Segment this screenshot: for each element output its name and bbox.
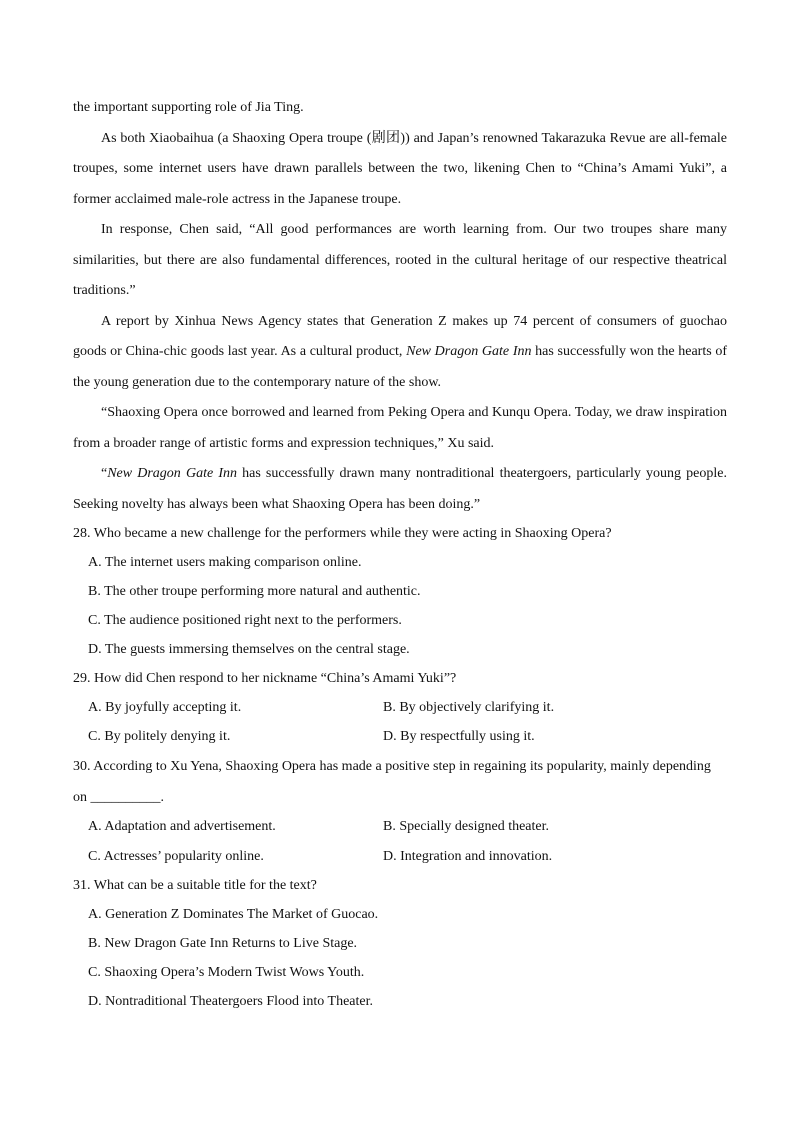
passage-text: has successfully drawn many nontraditional theatergoers, particularly young people. Seeking novelty has always been what Shaoxing Opera has been doing.”	[73, 466, 727, 512]
question-28-option-a[interactable]: A. The internet users making comparison online.	[88, 555, 362, 570]
question-29-option-c[interactable]: C. By politely denying it.	[88, 729, 231, 744]
passage-paragraph	[73, 459, 727, 520]
question-29-option-b[interactable]: B. By objectively clarifying it.	[383, 700, 555, 715]
question-28-option-b[interactable]: B. The other troupe performing more natural and authentic.	[88, 584, 421, 599]
question-31-stem: 31. What can be a suitable title for the text?	[73, 878, 317, 893]
question-30-option-a[interactable]: A. Adaptation and advertisement.	[88, 819, 276, 834]
question-30-option-b[interactable]: B. Specially designed theater.	[383, 819, 550, 834]
question-28-option-c[interactable]: C. The audience positioned right next to the performers.	[88, 613, 402, 628]
show-title-italic: New Dragon Gate Inn	[107, 466, 237, 481]
question-31-option-c[interactable]: C. Shaoxing Opera’s Modern Twist Wows Youth.	[88, 965, 365, 980]
question-30-option-d[interactable]: D. Integration and innovation.	[383, 849, 553, 864]
question-28-option-d[interactable]: D. The guests immersing themselves on the central stage.	[88, 642, 410, 657]
question-29-option-d[interactable]: D. By respectfully using it.	[383, 729, 535, 744]
question-31-option-b[interactable]: B. New Dragon Gate Inn Returns to Live Stage.	[88, 936, 358, 951]
question-30-stem: 30. According to Xu Yena, Shaoxing Opera has made a positive step in regaining its popularity, mainly depending	[73, 759, 711, 774]
reading-passage	[73, 93, 727, 520]
show-title-italic: New Dragon Gate Inn	[406, 344, 532, 359]
question-29-option-a[interactable]: A. By joyfully accepting it.	[88, 700, 242, 715]
question-30-stem-continued: on __________.	[73, 790, 164, 805]
passage-paragraph	[73, 307, 727, 399]
question-28-stem: 28. Who became a new challenge for the performers while they were acting in Shaoxing Opera?	[73, 526, 612, 541]
question-29-stem: 29. How did Chen respond to her nickname “China’s Amami Yuki”?	[73, 671, 457, 686]
question-31-option-a[interactable]: A. Generation Z Dominates The Market of Guocao.	[88, 907, 379, 922]
passage-text: “	[101, 466, 108, 481]
passage-text: A report by Xinhua News Agency states that Generation Z makes up 74 percent of consumers of guochao goods or China-chic goods last year. As a cultural product,	[73, 313, 727, 359]
question-31-option-d[interactable]: D. Nontraditional Theatergoers Flood into Theater.	[88, 994, 373, 1009]
passage-paragraph: As both Xiaobaihua (a Shaoxing Opera troupe (剧团)) and Japan’s renowned Takarazuka Revue are all-female troupes, some internet users have drawn parallels between the two, likening Chen to “China’s Amami Yuki”, a former acclaimed male-role actress in the Japanese troupe.	[73, 130, 727, 207]
passage-text: has successfully won the hearts of the young generation due to the contemporary nature of the show.	[73, 344, 727, 390]
passage-paragraph: “Shaoxing Opera once borrowed and learned from Peking Opera and Kunqu Opera. Today, we draw inspiration from a broader range of artistic forms and expression techniques,” Xu said.	[73, 405, 727, 451]
question-30-option-c[interactable]: C. Actresses’ popularity online.	[88, 849, 264, 864]
passage-paragraph: the important supporting role of Jia Ting.	[73, 100, 304, 115]
passage-paragraph: In response, Chen said, “All good performances are worth learning from. Our two troupes share many similarities, but there are also fundamental differences, rooted in the cultural heritage of our respective theatrical traditions.”	[73, 222, 727, 298]
